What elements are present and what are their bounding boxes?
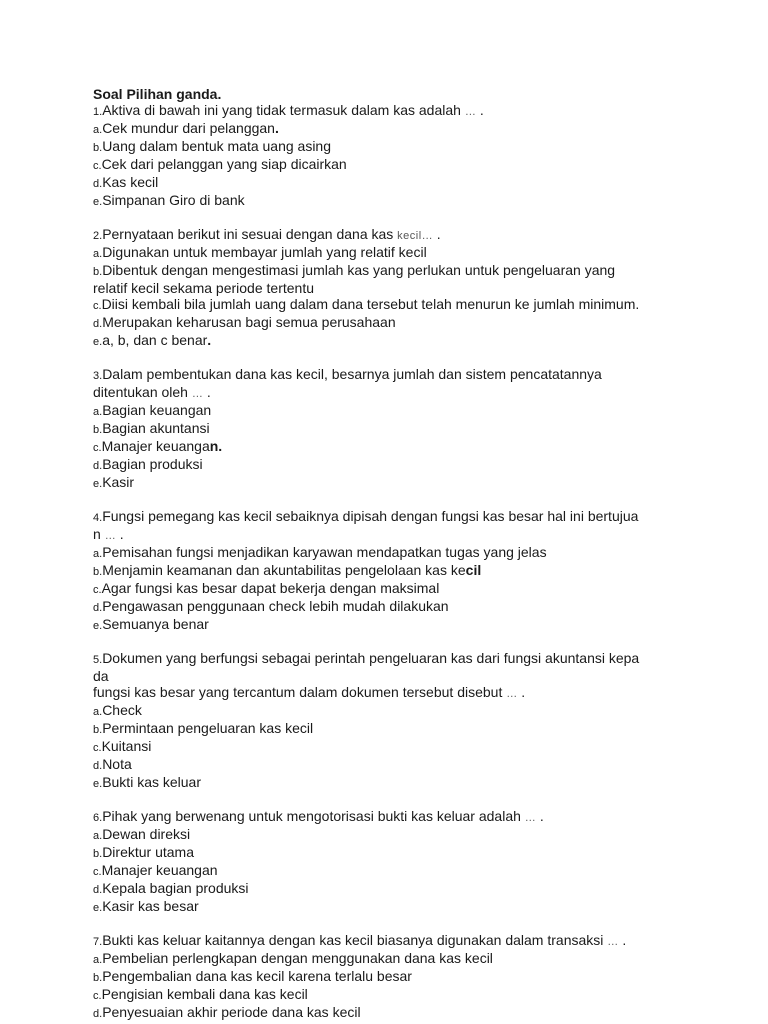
item-marker: b. (93, 848, 103, 860)
text-segment: da (93, 668, 109, 684)
item-marker: c. (93, 866, 102, 878)
text-segment: Kuitansi (101, 738, 152, 754)
text-segment: Diisi kembali bila jumlah uang dalam dana tersebut telah menurun ke jumlah minimum. (101, 296, 640, 312)
item-marker: b. (93, 566, 103, 578)
question-line (93, 668, 693, 684)
text-segment: Merupakan keharusan bagi semua perusahaan (102, 314, 396, 330)
item-marker: e. (93, 336, 103, 348)
item-marker: 1. (93, 106, 103, 118)
question-line (93, 756, 693, 774)
item-marker: b. (93, 266, 103, 278)
question-line (93, 244, 693, 262)
text-segment: Kas kecil (102, 174, 159, 190)
text-segment: Kepala bagian produksi (102, 880, 249, 896)
text-segment: . (539, 808, 544, 824)
question-line (93, 616, 693, 634)
item-marker: 6. (93, 812, 103, 824)
question-line (93, 544, 693, 562)
question-line (93, 174, 693, 192)
question-block (93, 932, 693, 1022)
item-marker: a. (93, 954, 103, 966)
item-marker: a. (93, 248, 103, 260)
text-segment: Manajer keuanga (101, 438, 210, 454)
text-segment: Pihak yang berwenang untuk mengotorisasi bukti kas keluar adalah (102, 808, 525, 824)
item-marker: 2. (93, 230, 103, 242)
question-line (93, 402, 693, 420)
text-segment: Pembelian perlengkapan dengan menggunakan dana kas kecil (102, 950, 493, 966)
text-segment: Nota (102, 756, 132, 772)
question-line (93, 296, 693, 314)
question-line (93, 898, 693, 916)
text-segment: … (607, 936, 623, 948)
item-marker: d. (93, 602, 103, 614)
question-line (93, 684, 693, 702)
question-line (93, 844, 693, 862)
item-marker: c. (93, 160, 102, 172)
text-segment: … (191, 388, 207, 400)
question-block (93, 508, 693, 634)
spacer (93, 634, 693, 650)
text-segment: Pemisahan fungsi menjadikan karyawan mendapatkan tugas yang jelas (102, 544, 547, 560)
item-marker: c. (93, 990, 102, 1002)
question-line (93, 526, 693, 544)
question-block (93, 102, 693, 210)
item-marker: a. (93, 548, 103, 560)
question-line (93, 120, 693, 138)
question-line (93, 332, 693, 350)
question-line (93, 968, 693, 986)
text-segment: Bagian keuangan (102, 402, 212, 418)
text-segment: … (464, 106, 480, 118)
spacer (93, 210, 693, 226)
text-segment: Dokumen yang berfungsi sebagai perintah pengeluaran kas dari fungsi akuntansi kepa (102, 650, 640, 666)
text-segment: Penyesuaian akhir periode dana kas kecil (102, 1004, 361, 1020)
item-marker: 5. (93, 654, 103, 666)
text-segment: ditentukan oleh (93, 384, 192, 400)
question-block (93, 808, 693, 916)
text-segment: . (207, 332, 212, 348)
question-line (93, 720, 693, 738)
question-line (93, 384, 693, 402)
text-segment: . (521, 684, 526, 700)
question-line (93, 1004, 693, 1022)
document-title: Soal Pilihan ganda. (93, 86, 222, 102)
question-text (93, 366, 693, 384)
question-line (93, 862, 693, 880)
text-segment: Uang dalam bentuk mata uang asing (102, 138, 332, 154)
text-segment: n. (209, 438, 223, 454)
text-segment: … (104, 530, 120, 542)
question-text (93, 932, 693, 950)
text-segment: Cek mundur dari pelanggan (102, 120, 275, 136)
text-segment: . (119, 526, 124, 542)
text-segment: Pengawasan penggunaan check lebih mudah dilakukan (102, 598, 449, 614)
text-segment: Simpanan Giro di bank (102, 192, 245, 208)
text-segment: n (93, 526, 105, 542)
item-marker: d. (93, 1008, 103, 1020)
text-segment: fungsi kas besar yang tercantum dalam dokumen tersebut disebut (93, 684, 507, 700)
text-segment: Cek dari pelanggan yang siap dicairkan (101, 156, 347, 172)
question-line (93, 474, 693, 492)
item-marker: d. (93, 460, 103, 472)
question-line (93, 280, 693, 296)
item-marker: 4. (93, 512, 103, 524)
text-segment: Bagian produksi (102, 456, 203, 472)
item-marker: d. (93, 884, 103, 896)
question-line (93, 156, 693, 174)
text-segment: … (524, 812, 540, 824)
question-line (93, 738, 693, 756)
question-text (93, 808, 693, 826)
text-segment: Digunakan untuk membayar jumlah yang relatif kecil (102, 244, 427, 260)
item-marker: d. (93, 760, 103, 772)
question-line (93, 774, 693, 792)
item-marker: b. (93, 424, 103, 436)
item-marker: a. (93, 830, 103, 842)
text-segment: cil (465, 562, 482, 578)
item-marker: b. (93, 972, 103, 984)
text-segment: Permintaan pengeluaran kas kecil (102, 720, 314, 736)
item-marker: e. (93, 620, 103, 632)
item-marker: 3. (93, 370, 103, 382)
item-marker: d. (93, 178, 103, 190)
question-list (93, 102, 693, 1022)
question-line (93, 950, 693, 968)
item-marker: d. (93, 318, 103, 330)
item-marker: c. (93, 584, 102, 596)
text-segment: … (506, 688, 522, 700)
question-line (93, 192, 693, 210)
item-marker: b. (93, 724, 103, 736)
text-segment: kecil… (397, 230, 437, 242)
question-line (93, 598, 693, 616)
question-line (93, 580, 693, 598)
question-text (93, 508, 693, 526)
question-block (93, 650, 693, 792)
item-marker: c. (93, 742, 102, 754)
text-segment: Pengembalian dana kas kecil karena terlalu besar (102, 968, 412, 984)
text-segment: Kasir (102, 474, 135, 490)
question-block (93, 366, 693, 492)
question-line (93, 262, 693, 280)
text-segment: Bagian akuntansi (102, 420, 210, 436)
question-line (93, 138, 693, 156)
spacer (93, 350, 693, 366)
item-marker: e. (93, 778, 103, 790)
text-segment: Manajer keuangan (101, 862, 218, 878)
text-segment: Dewan direksi (102, 826, 191, 842)
text-segment: Kasir kas besar (102, 898, 199, 914)
text-segment: Direktur utama (102, 844, 194, 860)
question-text (93, 226, 693, 244)
item-marker: e. (93, 902, 103, 914)
question-line (93, 314, 693, 332)
text-segment: Bukti kas keluar kaitannya dengan kas kecil biasanya digunakan dalam transaksi (102, 932, 608, 948)
question-block (93, 226, 693, 350)
text-segment: Check (102, 702, 142, 718)
question-line (93, 826, 693, 844)
text-segment: . (479, 102, 484, 118)
question-line (93, 702, 693, 720)
item-marker: 7. (93, 936, 103, 948)
item-marker: c. (93, 300, 102, 312)
text-segment: . (206, 384, 211, 400)
item-marker: a. (93, 706, 103, 718)
text-segment: relatif kecil sekama periode tertentu (93, 280, 314, 296)
question-line (93, 986, 693, 1004)
question-text (93, 650, 693, 668)
text-segment: Aktiva di bawah ini yang tidak termasuk dalam kas adalah (102, 102, 465, 118)
item-marker: e. (93, 478, 103, 490)
text-segment: . (436, 226, 441, 242)
question-line (93, 880, 693, 898)
spacer (93, 792, 693, 808)
item-marker: e. (93, 196, 103, 208)
spacer (93, 916, 693, 932)
text-segment: Dibentuk dengan mengestimasi jumlah kas yang perlukan untuk pengeluaran yang (102, 262, 616, 278)
question-line (93, 420, 693, 438)
text-segment: Bukti kas keluar (102, 774, 202, 790)
question-line (93, 438, 693, 456)
text-segment: Pengisian kembali dana kas kecil (101, 986, 308, 1002)
text-segment: a, b, dan c benar (102, 332, 208, 348)
document-content (93, 86, 693, 1022)
text-segment: Dalam pembentukan dana kas kecil, besarnya jumlah dan sistem pencatatannya (102, 366, 602, 382)
question-line (93, 456, 693, 474)
text-segment: Menjamin keamanan dan akuntabilitas pengelolaan kas ke (102, 562, 466, 578)
item-marker: b. (93, 142, 103, 154)
item-marker: a. (93, 406, 103, 418)
text-segment: . (274, 120, 279, 136)
question-line (93, 562, 693, 580)
text-segment: Pernyataan berikut ini sesuai dengan dana kas (102, 226, 398, 242)
item-marker: c. (93, 442, 102, 454)
text-segment: Agar fungsi kas besar dapat bekerja dengan maksimal (101, 580, 440, 596)
item-marker: a. (93, 124, 103, 136)
spacer (93, 492, 693, 508)
text-segment: Fungsi pemegang kas kecil sebaiknya dipisah dengan fungsi kas besar hal ini bertujua (102, 508, 639, 524)
question-text (93, 102, 693, 120)
text-segment: . (622, 932, 627, 948)
text-segment: Semuanya benar (102, 616, 209, 632)
